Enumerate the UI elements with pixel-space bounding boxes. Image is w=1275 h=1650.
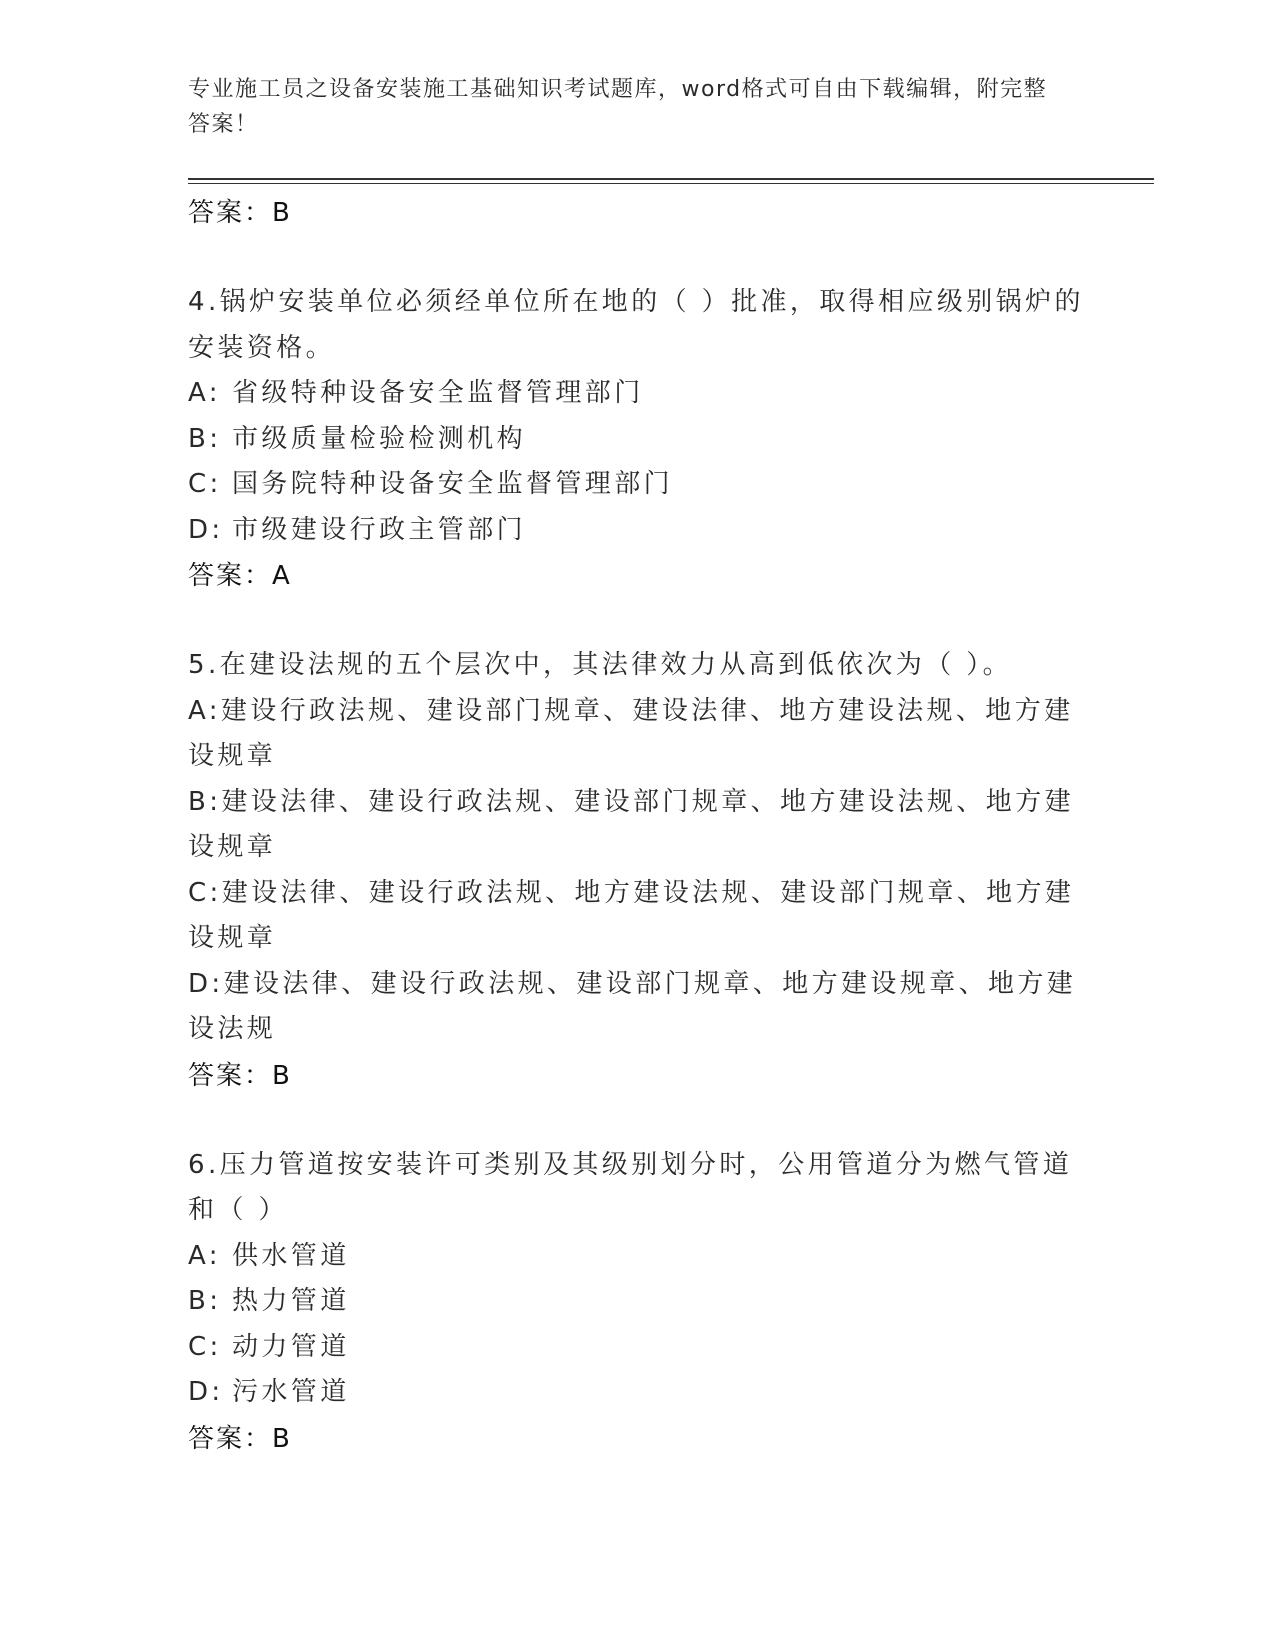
option-key: B: xyxy=(188,786,222,817)
question-answer: 答案：B xyxy=(188,1423,292,1454)
option-text: 建设法律、建设行政法规、建设部门规章、地方建设规章、地方建设法规 xyxy=(188,968,1077,1044)
option-key: A: xyxy=(188,695,221,726)
option-key: C: xyxy=(188,469,222,499)
option-a xyxy=(188,689,1088,780)
option-key: D: xyxy=(188,514,224,545)
option-key: B: xyxy=(188,1286,222,1316)
option-key: C: xyxy=(188,1331,222,1362)
question-answer: 答案：A xyxy=(188,561,292,591)
option-text: 建设行政法规、建设部门规章、建设法律、地方建设法规、地方建设规章 xyxy=(188,695,1074,771)
option-text: 国务院特种设备安全监督管理部门 xyxy=(232,469,674,499)
option-text: 省级特种设备安全监督管理部门 xyxy=(232,378,644,408)
option-text: 市级质量检验检测机构 xyxy=(232,423,527,454)
option-b xyxy=(188,417,1088,463)
option-d xyxy=(188,1370,1088,1416)
question-content xyxy=(188,190,1088,1462)
option-key: A: xyxy=(188,1240,221,1271)
option-text: 热力管道 xyxy=(232,1286,350,1316)
question-6 xyxy=(188,1143,1088,1462)
option-text: 市级建设行政主管部门 xyxy=(232,514,527,545)
option-d xyxy=(188,508,1088,554)
option-text: 动力管道 xyxy=(232,1331,350,1362)
option-key: C: xyxy=(188,877,222,908)
question-answer: 答案：B xyxy=(188,1060,292,1091)
option-a xyxy=(188,371,1088,417)
question-text: 6.压力管道按安装许可类别及其级别划分时，公用管道分为燃气管道和（ ） xyxy=(188,1149,1073,1225)
question-5 xyxy=(188,643,1088,1099)
option-c xyxy=(188,1325,1088,1371)
option-key: D: xyxy=(188,968,224,999)
header-divider-thick xyxy=(188,178,1154,180)
option-key: A: xyxy=(188,378,221,408)
header-divider-thin xyxy=(188,183,1154,184)
previous-answer: 答案：B xyxy=(188,198,292,228)
option-b xyxy=(188,780,1088,871)
option-b xyxy=(188,1279,1088,1325)
option-text: 污水管道 xyxy=(232,1377,350,1407)
option-text: 建设法律、建设行政法规、地方建设法规、建设部门规章、地方建设规章 xyxy=(188,877,1075,953)
option-c xyxy=(188,871,1088,962)
option-text: 建设法律、建设行政法规、建设部门规章、地方建设法规、地方建设规章 xyxy=(188,786,1075,862)
question-text: 4.锅炉安装单位必须经单位所在地的（ ）批准，取得相应级别锅炉的安装资格。 xyxy=(188,287,1084,363)
question-4 xyxy=(188,280,1088,599)
option-a xyxy=(188,1234,1088,1280)
document-header: 专业施工员之设备安装施工基础知识考试题库，word格式可自由下载编辑，附完整答案！ xyxy=(188,77,1048,137)
option-text: 供水管道 xyxy=(232,1240,350,1271)
option-c xyxy=(188,462,1088,508)
option-d xyxy=(188,962,1088,1053)
question-text: 5.在建设法规的五个层次中，其法律效力从高到低依次为（ ）。 xyxy=(188,650,1013,680)
option-key: B: xyxy=(188,423,222,454)
option-key: D: xyxy=(188,1377,224,1407)
